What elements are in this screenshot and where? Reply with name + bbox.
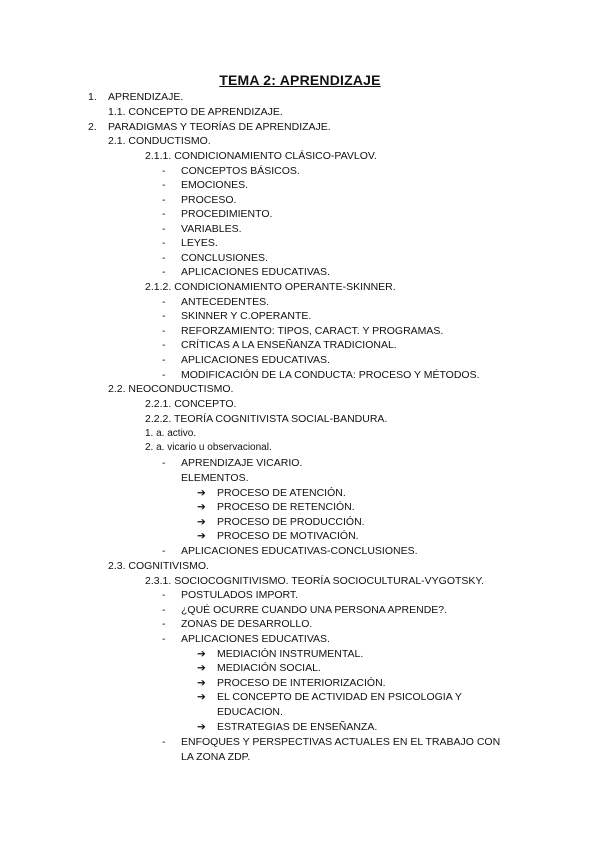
outline-item: ZONAS DE DESARROLLO. bbox=[181, 618, 313, 630]
page-title: TEMA 2: APRENDIZAJE bbox=[219, 72, 381, 88]
outline-item: EMOCIONES. bbox=[181, 179, 249, 191]
dash-bullet: - bbox=[162, 618, 166, 630]
outline-item: ENFOQUES Y PERSPECTIVAS ACTUALES EN EL TRABAJO CON bbox=[181, 736, 501, 748]
outline-item: PROCESO. bbox=[181, 194, 237, 206]
outline-item: 2.2.2. TEORÍA COGNITIVISTA SOCIAL-BANDURA. bbox=[145, 413, 388, 425]
outline-item: MODIFICACIÓN DE LA CONDUCTA: PROCESO Y MÉTODOS. bbox=[181, 369, 480, 381]
outline-item: 2.2.1. CONCEPTO. bbox=[145, 398, 237, 410]
outline-item: 2.2. NEOCONDUCTISMO. bbox=[108, 383, 234, 395]
dash-bullet: - bbox=[162, 736, 166, 748]
outline-item: PARADIGMAS Y TEORÍAS DE APRENDIZAJE. bbox=[108, 121, 331, 133]
outline-item: 1. a. activo. bbox=[145, 428, 197, 439]
outline-item: ESTRATEGIAS DE ENSEÑANZA. bbox=[217, 721, 378, 733]
dash-bullet: - bbox=[162, 545, 166, 557]
outline-item: REFORZAMIENTO: TIPOS, CARACT. Y PROGRAMAS. bbox=[181, 325, 444, 337]
outline-item: EDUCACION. bbox=[217, 706, 283, 718]
outline-item: 2.3.1. SOCIOCOGNITIVISMO. TEORÍA SOCIOCULTURAL-VYGOTSKY. bbox=[145, 575, 484, 587]
dash-bullet: - bbox=[162, 237, 166, 249]
outline-item: LEYES. bbox=[181, 237, 218, 249]
outline-item: 2.3. COGNITIVISMO. bbox=[108, 560, 209, 572]
outline-item: PROCESO DE PRODUCCIÓN. bbox=[217, 516, 365, 528]
dash-bullet: - bbox=[162, 208, 166, 220]
outline-item: PROCEDIMIENTO. bbox=[181, 208, 273, 220]
dash-bullet: - bbox=[162, 589, 166, 601]
outline-item: APLICACIONES EDUCATIVAS. bbox=[181, 266, 330, 278]
list-number: 1. bbox=[88, 91, 97, 103]
outline-item: VARIABLES. bbox=[181, 223, 242, 235]
dash-bullet: - bbox=[162, 296, 166, 308]
outline-item: CRÍTICAS A LA ENSEÑANZA TRADICIONAL. bbox=[181, 339, 397, 351]
outline-item: PROCESO DE MOTIVACIÓN. bbox=[217, 530, 359, 542]
dash-bullet: - bbox=[162, 179, 166, 191]
outline-item: 2. a. vicario u observacional. bbox=[145, 442, 272, 453]
outline-item: 2.1.2. CONDICIONAMIENTO OPERANTE-SKINNER. bbox=[145, 281, 396, 293]
arrow-bullet-icon: ➔ bbox=[197, 662, 206, 674]
outline-item: PROCESO DE INTERIORIZACIÓN. bbox=[217, 677, 386, 689]
dash-bullet: - bbox=[162, 369, 166, 381]
outline-item: MEDIACIÓN SOCIAL. bbox=[217, 662, 321, 674]
outline-item: CONCLUSIONES. bbox=[181, 252, 268, 264]
outline-item: APLICACIONES EDUCATIVAS. bbox=[181, 354, 330, 366]
dash-bullet: - bbox=[162, 310, 166, 322]
dash-bullet: - bbox=[162, 165, 166, 177]
dash-bullet: - bbox=[162, 252, 166, 264]
outline-item: APLICACIONES EDUCATIVAS-CONCLUSIONES. bbox=[181, 545, 418, 557]
outline-item: APRENDIZAJE VICARIO. bbox=[181, 457, 303, 469]
outline-item: POSTULADOS IMPORT. bbox=[181, 589, 299, 601]
arrow-bullet-icon: ➔ bbox=[197, 721, 206, 733]
outline-item: APLICACIONES EDUCATIVAS. bbox=[181, 633, 330, 645]
dash-bullet: - bbox=[162, 354, 166, 366]
arrow-bullet-icon: ➔ bbox=[197, 501, 206, 513]
dash-bullet: - bbox=[162, 604, 166, 616]
dash-bullet: - bbox=[162, 325, 166, 337]
arrow-bullet-icon: ➔ bbox=[197, 648, 206, 660]
arrow-bullet-icon: ➔ bbox=[197, 530, 206, 542]
dash-bullet: - bbox=[162, 457, 166, 469]
list-number: 2. bbox=[88, 121, 97, 133]
dash-bullet: - bbox=[162, 223, 166, 235]
dash-bullet: - bbox=[162, 266, 166, 278]
dash-bullet: - bbox=[162, 633, 166, 645]
outline-item: ANTECEDENTES. bbox=[181, 296, 270, 308]
dash-bullet: - bbox=[162, 194, 166, 206]
outline-item: PROCESO DE ATENCIÓN. bbox=[217, 487, 346, 499]
outline-item: 1.1. CONCEPTO DE APRENDIZAJE. bbox=[108, 106, 283, 118]
outline-item: ¿QUÉ OCURRE CUANDO UNA PERSONA APRENDE?. bbox=[181, 604, 448, 616]
dash-bullet: - bbox=[162, 339, 166, 351]
outline-item: 2.1.1. CONDICIONAMIENTO CLÁSICO-PAVLOV. bbox=[145, 150, 377, 162]
outline-item: PROCESO DE RETENCIÓN. bbox=[217, 501, 355, 513]
outline-item: LA ZONA ZDP. bbox=[181, 751, 251, 763]
arrow-bullet-icon: ➔ bbox=[197, 677, 206, 689]
outline-item: EL CONCEPTO DE ACTIVIDAD EN PSICOLOGIA Y bbox=[217, 691, 462, 703]
outline-item: ELEMENTOS. bbox=[181, 472, 249, 484]
outline-item: APRENDIZAJE. bbox=[108, 91, 184, 103]
outline-item: SKINNER Y C.OPERANTE. bbox=[181, 310, 312, 322]
arrow-bullet-icon: ➔ bbox=[197, 691, 206, 703]
outline-item: MEDIACIÓN INSTRUMENTAL. bbox=[217, 648, 364, 660]
arrow-bullet-icon: ➔ bbox=[197, 516, 206, 528]
arrow-bullet-icon: ➔ bbox=[197, 487, 206, 499]
outline-item: CONCEPTOS BÁSICOS. bbox=[181, 165, 300, 177]
outline-item: 2.1. CONDUCTISMO. bbox=[108, 135, 211, 147]
